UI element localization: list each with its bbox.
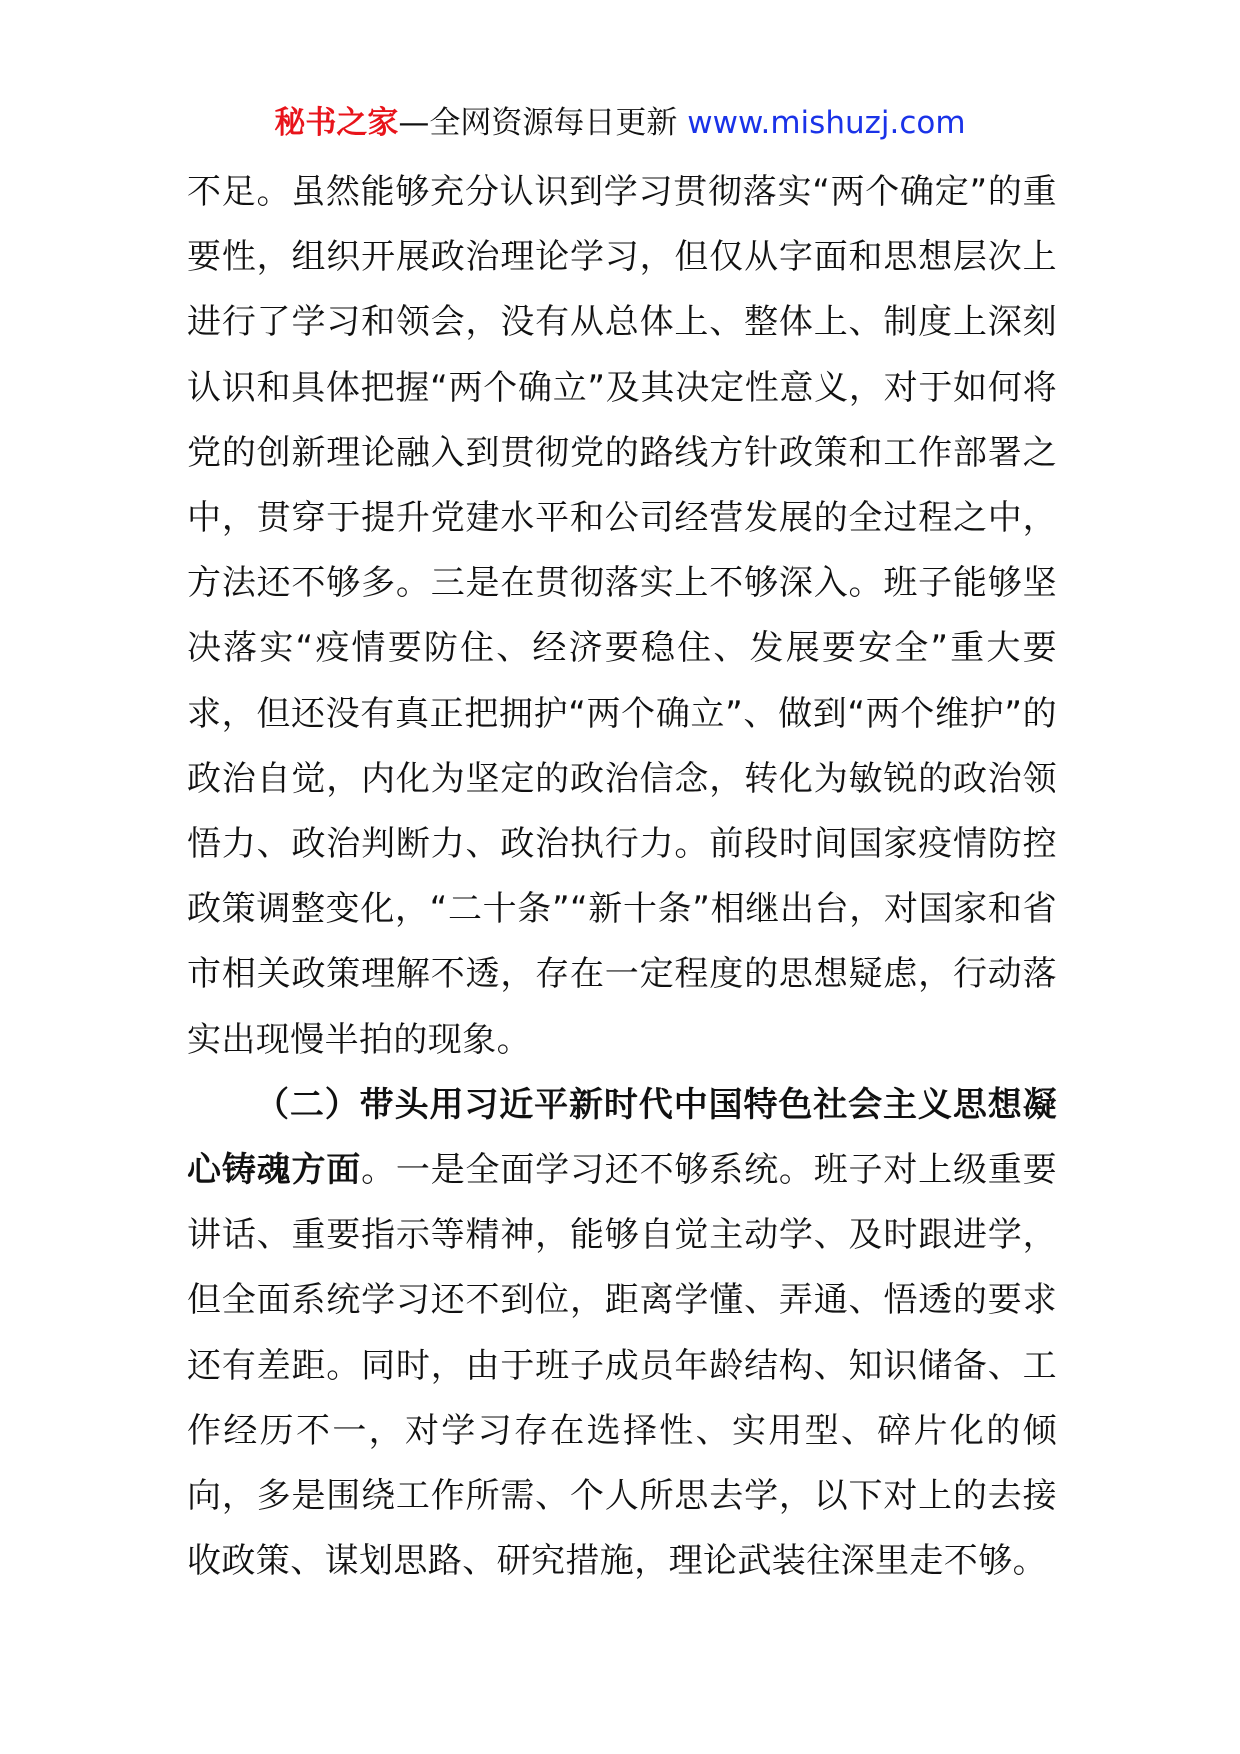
paragraph-continuation: 不足。虽然能够充分认识到学习贯彻落实“两个确定”的重要性，组织开展政治理论学习，但仅从字面和思想层次上进行了学习和领会，没有从总体上、整体上、制度上深刻认识和具体把握“两个确立”及其决定性意义，对于如何将党的创新理论融入到贯彻党的路线方针政策和工作部署之中，贯穿于提升党建水平和公司经营发展的全过程之中，方法还不够多。三是在贯彻落实上不够深入。班子能够坚决落实“疫情要防住、经济要稳住、发展要安全”重大要求，但还没有真正把拥护“两个确立”、做到“两个维护”的政治自觉，内化为坚定的政治信念，转化为敏锐的政治领悟力、政治判断力、政治执行力。前段时间国家疫情防控政策调整变化，“二十条”“新十条”相继出台，对国家和省市相关政策理解不透，存在一定程度的思想疑虑，行动落实出现慢半拍的现象。	[187, 172, 1057, 1060]
brand-name: 秘书之家	[274, 105, 399, 141]
page-header	[0, 98, 1240, 148]
website-link[interactable]: www.mishuzj.com	[687, 105, 966, 141]
paragraph-section-two	[187, 1073, 1057, 1595]
section-body: 。一是全面学习还不够系统。班子对上级重要讲话、重要指示等精神，能够自觉主动学、及时跟进学，但全面系统学习还不到位，距离学懂、弄通、悟透的要求还有差距。同时，由于班子成员年龄结构、知识储备、工作经历不一，对学习存在选择性、实用型、碎片化的倾向，多是围绕工作所需、个人所思去学，以下对上的去接收政策、谋划思路、研究措施，理论武装往深里走不够。	[187, 1150, 1058, 1582]
document-body	[187, 160, 1057, 1594]
header-tagline: —全网资源每日更新	[398, 105, 688, 141]
section-heading: （二）带头用习近平新时代中国特色社会主义思想凝心铸魂方面	[187, 1084, 1057, 1191]
